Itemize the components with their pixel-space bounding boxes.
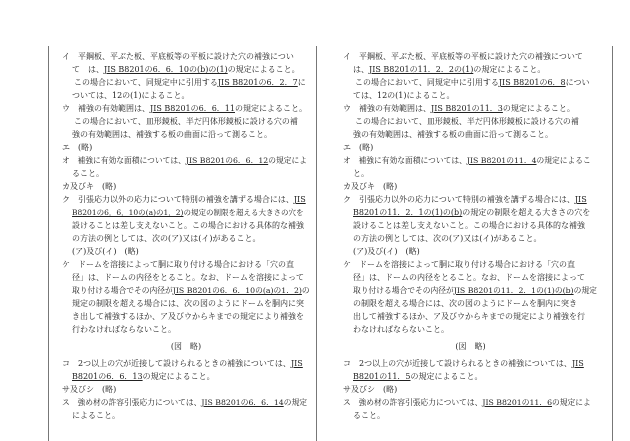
item-ke-line-6: わなければならないこと。 [353, 325, 449, 334]
item-ke-line-5: 出して補強するほか、ア及びウからキまでの規定により補強を行 [353, 312, 585, 321]
item-ke-line-3: 取り付ける場合でその内径がJIS B8201の11．2．1の(1)の(b)の規定 [353, 286, 597, 295]
right-border-line [612, 46, 613, 441]
jis-reference: JIS B8201の11．6 [482, 398, 553, 407]
jis-reference: JIS B8201の11．3 [431, 104, 503, 113]
item-kaki: カ及びキ (略) [62, 182, 117, 191]
item-su-line-2: によること。 [72, 411, 120, 420]
item-i-line-3: この場合において、同規定中に引用するJIS B8201の6．2．7に [74, 78, 306, 87]
item-sa: サ及びシ (略) [62, 385, 117, 394]
item-u-line-3: 強の有効範囲は、補強する板の曲面に沿って測ること。 [353, 130, 553, 139]
item-ku-line-3: 設けることは差し支えないこと。この場合における具体的な補強 [353, 221, 585, 230]
item-ku-line-4: の方法の例としては、次の(ア)又は(イ)があること。 [72, 234, 261, 243]
jis-reference: B8201の11．5 [353, 372, 411, 381]
item-e: エ (略) [62, 143, 93, 152]
jis-reference: B8201の6．6．10の(a)の1．2) [72, 208, 184, 217]
item-ke-line-5: き出して補強するほか、ア及びウからキまでの規定により補強を [72, 312, 304, 321]
item-o-line-1: オ 補強に有効な面積については、JIS B8201の6．6．12の規定によ [62, 156, 307, 165]
item-ke-line-1: ケ ドームを溶接によって胴に取り付ける場合における「穴の直 [343, 260, 575, 269]
item-su-line-1: ス 強め材の許容引張応力については、JIS B8201の6．6．14の規定 [62, 398, 307, 407]
item-ko-line-1: コ 2つ以上の穴が近接して設けられるときの補強については、JIS [343, 359, 584, 368]
jis-reference: JIS B8201の6．6．10の(b)の(1) [104, 65, 228, 74]
item-a-i: (ア)及び(イ) (略) [72, 247, 139, 256]
jis-reference: JIS [290, 359, 303, 368]
item-ke-line-3: 取り付ける場合でその内径がJIS B8201の6．6．10の(a)の1．2)の [72, 286, 310, 295]
item-ku-line-1: ク 引張応力以外の応力について特別の補強を講ずる場合には、JIS [343, 195, 587, 204]
left-column [62, 50, 310, 422]
jis-reference: JIS B8201の11．2．1の(1)の(b) [453, 286, 574, 295]
item-o-line-2: と。 [353, 169, 369, 178]
item-u-line-2: この場合において、皿形鏡板、半だ円体形鏡板に設ける穴の補 [74, 117, 298, 126]
jis-reference: JIS [574, 195, 587, 204]
jis-reference: JIS B8201の6．6．12 [185, 156, 269, 165]
item-ku-line-2: B8201の6．6．10の(a)の1．2)の規定の制限を超える大きさの穴を [72, 208, 304, 217]
item-ke-line-2: 径」は、ドームの内径をとること。なお、ドームを溶接によって [353, 273, 585, 282]
item-su-line-2: ること。 [353, 411, 385, 420]
item-u-line-2: この場合において、皿形鏡板、半だ円体形鏡板に設ける穴の補 [355, 117, 579, 126]
item-ku-line-4: の方法の例としては、次の(ア)又は(イ)があること。 [353, 234, 542, 243]
item-u-line-3: 強の有効範囲は、補強する板の曲面に沿って測ること。 [72, 130, 272, 139]
jis-reference: JIS B8201の6．6．10の(a)の1．2) [172, 286, 302, 295]
item-ke-line-6: 行わなければならないこと。 [72, 325, 176, 334]
jis-reference: JIS B8201の11．2．2の(1) [369, 65, 474, 74]
item-ku-line-3: 設けることは差し支えないこと。この場合における具体的な補強 [72, 221, 304, 230]
item-i-line-2: て は、JIS B8201の6．6．10の(b)の(1)の規定によること。 [72, 65, 300, 74]
item-i-line-1: イ 平鋼板、平ぶた板、平底板等の平板に設けた穴の補強について [343, 52, 583, 61]
item-ko-line-2: B8201の11．5の規定によること。 [353, 372, 483, 381]
item-ke-line-4: の制限を超える場合には、次の図のようにドームを胴内に突き [353, 299, 577, 308]
item-ko-line-1: コ 2つ以上の穴が近接して設けられるときの補強については、JIS [62, 359, 303, 368]
item-sa: サ及びシ (略) [343, 385, 398, 394]
item-u-line-1: ウ 補強の有効範囲は、JIS B8201の11．3の規定によること。 [343, 104, 575, 113]
right-column [343, 50, 598, 422]
item-i-line-3: この場合において、同規定中に引用するJIS B8201の6．8につい [355, 78, 590, 87]
item-i-line-4: ては、12の(1)によること。 [353, 91, 455, 100]
figure-omitted: (図 略) [170, 342, 202, 351]
item-ke-line-4: 規定の制限を超える場合には、次の図のようにドームを胴内に突 [72, 299, 304, 308]
jis-reference: JIS B8201の6．6．14 [201, 398, 284, 407]
item-o-line-2: ること。 [72, 169, 104, 178]
jis-reference: JIS [571, 359, 584, 368]
item-ko-line-2: B8201の6．6．13の規定によること。 [72, 372, 215, 381]
jis-reference: JIS B8201の11．4 [466, 156, 537, 165]
left-border-line [48, 46, 49, 441]
center-divider-line [316, 46, 317, 441]
jis-reference: JIS [293, 195, 306, 204]
item-ke-line-2: 径」は、ドームの内径をとること。なお、ドームを溶接によって [72, 273, 304, 282]
item-u-line-1: ウ 補強の有効範囲は、JIS B8201の6．6．11の規定によること。 [62, 104, 307, 113]
item-ku-line-1: ク 引張応力以外の応力について特別の補強を講ずる場合には、JIS [62, 195, 306, 204]
item-ku-line-2: B8201の11．2．1の(1)の(b)の規定の制限を超える大きさの穴を [353, 208, 591, 217]
item-i-line-1: イ 平鋼板、平ぶた板、平底板等の平板に設けた穴の補強につい [62, 52, 294, 61]
item-e: エ (略) [343, 143, 374, 152]
jis-reference: JIS B8201の6．6．11 [150, 104, 235, 113]
item-o-line-1: オ 補強に有効な面積については、JIS B8201の11．4の規定によるこ [343, 156, 591, 165]
item-su-line-1: ス 強め材の許容引張応力については、JIS B8201の11．6の規定によ [343, 398, 591, 407]
jis-reference: B8201の6．6．13 [72, 372, 143, 381]
jis-reference: JIS B8201の6．2．7 [217, 78, 298, 87]
jis-reference: B8201の11．2．1の(1)の(b) [353, 208, 463, 217]
jis-reference: JIS B8201の6．8 [498, 78, 566, 87]
item-i-line-2: は、JIS B8201の11．2．2の(1)の規定によること。 [353, 65, 546, 74]
item-ke-line-1: ケ ドームを溶接によって胴に取り付ける場合における「穴の直 [62, 260, 294, 269]
item-i-line-4: ついては、12の(1)によること。 [72, 91, 190, 100]
figure-omitted: (図 略) [455, 342, 486, 351]
item-kaki: カ及びキ (略) [343, 182, 398, 191]
item-a-i: (ア)及び(イ) (略) [353, 247, 420, 256]
